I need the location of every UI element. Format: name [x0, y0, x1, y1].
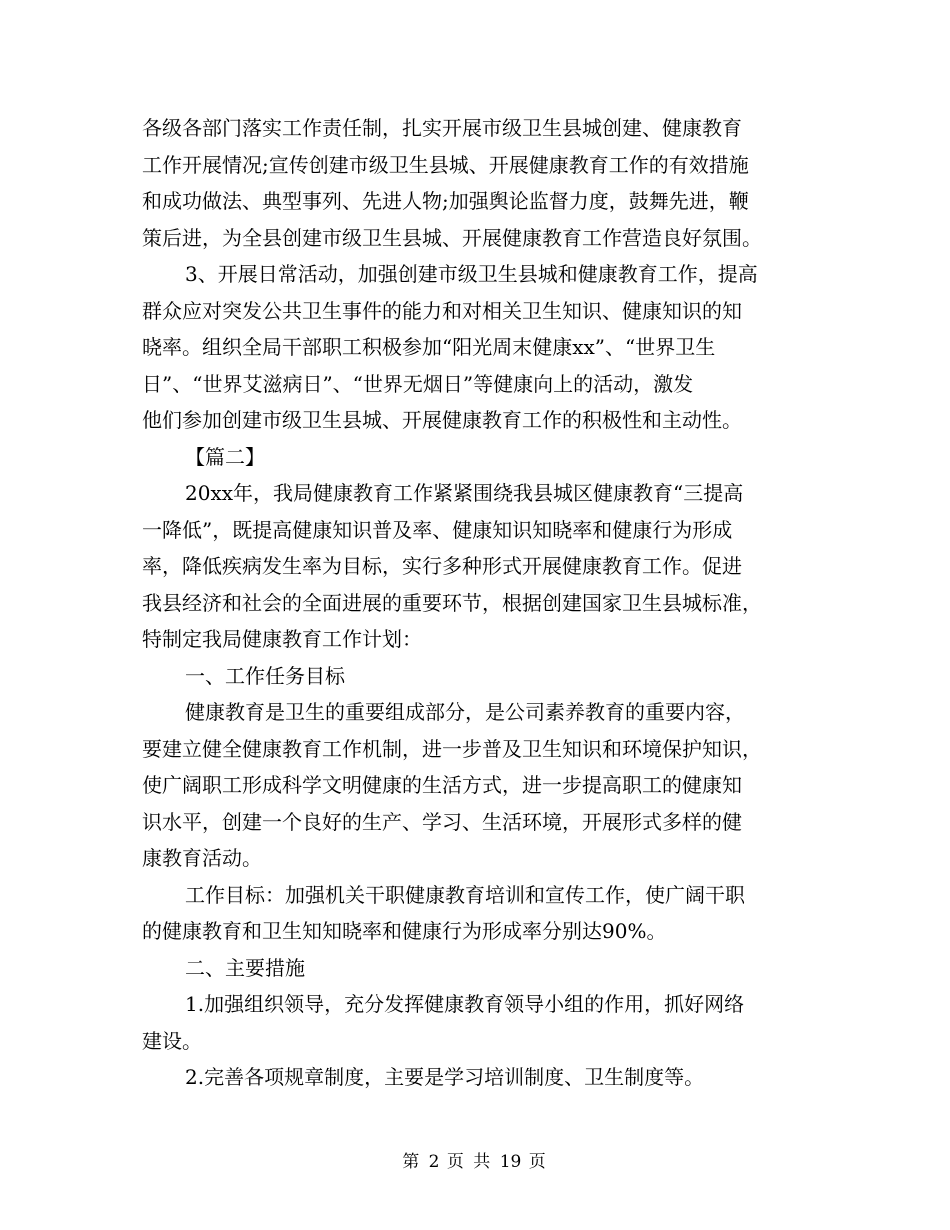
current-page-number: 2	[428, 1152, 440, 1172]
text-line: 日”、“世界艾滋病日”、“世界无烟日”等健康向上的活动，激发	[142, 371, 694, 396]
text-line: 率，降低疾病发生率为目标，实行多种形式开展健康教育工作。促进	[142, 554, 742, 578]
text-line: 建设。	[142, 1028, 202, 1053]
text-line: 识水平，创建一个良好的生产、学习、生活环境，开展形式多样的健	[142, 809, 742, 834]
text-line: 特制定我局健康教育工作计划：	[142, 627, 422, 651]
text-line: 工作目标：加强机关干职健康教育培训和宣传工作，使广阔干职	[185, 882, 745, 907]
subsection-heading: 二、主要措施	[185, 955, 305, 980]
text-line: 我县经济和社会的全面进展的重要环节，根据创建国家卫生县城标准，	[142, 590, 762, 615]
text-line: 1.加强组织领导，充分发挥健康教育领导小组的作用，抓好网络	[185, 992, 745, 1016]
text-line: 的健康教育和卫生知知晓率和健康行为形成率分别达90%。	[142, 919, 667, 943]
text-line: 一降低”，既提高健康知识普及率、健康知识知晓率和健康行为形成	[142, 517, 733, 542]
text-line: 2.完善各项规章制度，主要是学习培训制度、卫生制度等。	[185, 1065, 705, 1089]
text-line: 各级各部门落实工作责任制，扎实开展市级卫生县城创建、健康教育	[142, 116, 742, 140]
text-line: 他们参加创建市级卫生县城、开展健康教育工作的积极性和主动性。	[142, 408, 742, 432]
text-line: 3、开展日常活动，加强创建市级卫生县城和健康教育工作，提高	[185, 262, 758, 286]
text-line: 工作开展情况;宣传创建市级卫生县城、开展健康教育工作的有效措施	[142, 152, 749, 177]
page-footer	[0, 1152, 950, 1172]
total-pages-number: 19	[499, 1152, 522, 1172]
footer-middle: 页 共	[446, 1152, 493, 1172]
text-line: 要建立健全健康教育工作机制，进一步普及卫生知识和环境保护知识，	[142, 736, 762, 761]
text-line: 和成功做法、典型事列、先进人物;加强舆论监督力度，鼓舞先进，鞭	[142, 189, 749, 213]
text-line: 健康教育是卫生的重要组成部分，是公司素养教育的重要内容，	[185, 700, 745, 724]
text-line: 20xx年，我局健康教育工作紧紧围绕我县城区健康教育“三提高	[185, 481, 744, 505]
subsection-heading: 一、工作任务目标	[185, 663, 345, 688]
document-body	[142, 110, 810, 1096]
text-line: 晓率。组织全局干部职工积极参加“阳光周末健康xx”、“世界卫生	[142, 335, 716, 359]
text-line: 使广阔职工形成科学文明健康的生活方式，进一步提高职工的健康知	[142, 773, 742, 797]
text-line: 康教育活动。	[142, 846, 262, 870]
section-heading: 【篇二】	[185, 444, 265, 469]
text-line: 策后进，为全县创建市级卫生县城、开展健康教育工作营造良好氛围。	[142, 225, 762, 250]
footer-suffix: 页	[528, 1152, 548, 1172]
text-line: 群众应对突发公共卫生事件的能力和对相关卫生知识、健康知识的知	[142, 298, 742, 323]
footer-prefix: 第	[402, 1152, 422, 1172]
